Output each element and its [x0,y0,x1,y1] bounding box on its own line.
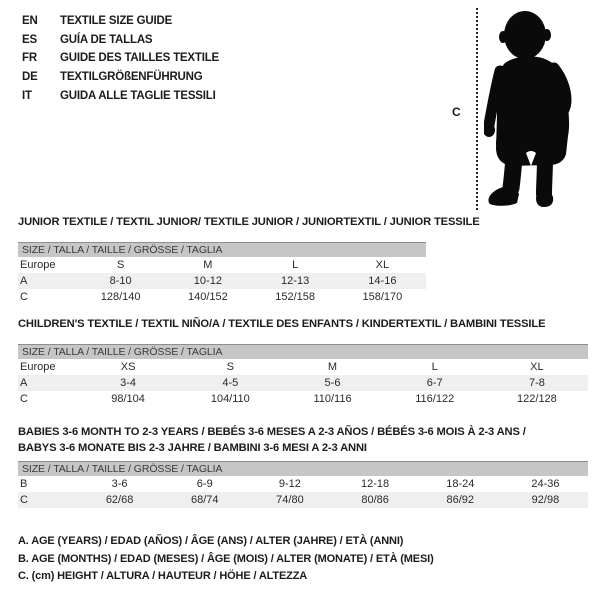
language-code: ES [22,33,37,46]
table-cell: M [203,259,213,271]
table-cell: S [116,259,125,271]
table-cell: 152/158 [275,291,315,303]
table-cell: 6-7 [426,377,443,389]
section-title-children: CHILDREN'S TEXTILE / TEXTIL NIÑO/A / TEXTILE DES ENFANTS / KINDERTEXTIL / BAMBINI TESSILE [18,318,546,330]
table-row-europe [18,359,588,375]
table-cell: 8-10 [109,275,132,287]
table-cell: 110/116 [313,393,352,405]
table-cell: 10-12 [193,275,222,287]
row-label: Europe [20,361,56,373]
language-title: TEXTILE SIZE GUIDE [60,15,173,28]
language-title: GUIDE DES TAILLES TEXTILE [60,52,219,65]
footnote-age-months: B. AGE (MONTHS) / EDAD (MESES) / ÂGE (MOIS) / ALTER (MONATE) / ETÀ (MESI) [18,552,434,565]
table-cell: 12-13 [281,275,310,287]
height-dotted-line [476,8,478,210]
table-cell: 5-6 [324,377,341,389]
table-cell: 6-9 [196,478,213,490]
height-label-c: C [452,105,461,119]
table-cell: 74/80 [276,494,304,506]
junior-size-table [18,242,426,305]
language-code: IT [22,89,32,102]
table-cell: 116/122 [415,393,455,405]
table-row-europe [18,257,426,273]
table-cell: XL [530,361,544,373]
babies-size-table [18,461,588,508]
table-row-height [18,391,588,407]
row-label: A [20,275,28,287]
table-cell: 14-16 [368,275,397,287]
table-cell: XS [120,361,136,373]
language-title: TEXTILGRÖßENFÜHRUNG [60,71,203,84]
language-row-de [22,68,219,87]
row-label: B [20,478,28,490]
row-label: C [20,393,28,405]
language-title-list [22,12,219,105]
table-cell: 24-36 [531,478,560,490]
section-title-babies-line1: BABIES 3-6 MONTH TO 2-3 YEARS / BEBÉS 3-6 MESES A 2-3 AÑOS / BÉBÉS 3-6 MOIS À 2-3 ANS / [18,426,526,438]
table-cell: M [327,361,338,373]
table-cell: 4-5 [222,377,239,389]
row-label: Europe [20,259,56,271]
language-code: DE [22,71,38,84]
language-row-en [22,12,219,31]
language-title: GUIDA ALLE TAGLIE TESSILI [60,89,216,102]
table-cell: 62/68 [105,494,134,506]
table-cell: 140/152 [187,291,228,303]
size-header-bar: SIZE / TALLA / TAILLE / GRÖSSE / TAGLIA [18,461,588,476]
table-cell: L [292,259,299,271]
table-cell: 158/170 [362,291,403,303]
section-title-babies-line2: BABYS 3-6 MONATE BIS 2-3 JAHRE / BAMBINI 3-6 MESI A 2-3 ANNI [18,442,367,454]
language-title: GUÍA DE TALLAS [60,33,153,46]
size-header-bar: SIZE / TALLA / TAILLE / GRÖSSE / TAGLIA [18,344,588,359]
row-label: A [20,377,28,389]
language-row-it [22,86,219,105]
table-cell: 98/104 [111,393,145,405]
table-cell: L [431,361,438,373]
table-row-height [18,492,588,508]
footnote-legend [18,533,434,586]
language-code: EN [22,15,38,28]
table-row-months [18,476,588,492]
language-code: FR [22,52,37,65]
table-cell: 3-4 [120,377,137,389]
table-cell: 92/98 [531,494,560,506]
table-cell: 12-18 [361,478,390,490]
row-label: C [20,494,28,506]
language-row-es [22,31,219,50]
language-row-fr [22,49,219,68]
size-header-bar: SIZE / TALLA / TAILLE / GRÖSSE / TAGLIA [18,242,426,257]
footnote-height: C. (cm) HEIGHT / ALTURA / HAUTEUR / HÖHE / ALTEZZA [18,570,308,582]
table-row-age [18,375,588,391]
table-cell: 80/86 [361,494,389,506]
table-cell: S [226,361,234,373]
table-cell: 122/128 [517,393,557,405]
table-cell: 9-12 [278,478,301,490]
table-cell: 68/74 [190,494,219,506]
section-title-babies [18,424,526,456]
table-cell: 3-6 [111,478,128,490]
section-title-junior: JUNIOR TEXTILE / TEXTIL JUNIOR/ TEXTILE JUNIOR / JUNIORTEXTIL / JUNIOR TESSILE [18,216,480,228]
table-cell: XL [375,259,390,271]
baby-silhouette-icon [484,8,592,210]
table-cell: 18-24 [446,478,475,490]
row-label: C [20,291,28,303]
table-cell: 104/110 [210,393,250,405]
table-cell: 7-8 [528,377,545,389]
children-size-table [18,344,588,407]
footnote-age-years: A. AGE (YEARS) / EDAD (AÑOS) / ÂGE (ANS) / ALTER (JAHRE) / ETÀ (ANNI) [18,535,404,547]
table-row-height [18,289,426,305]
table-row-age [18,273,426,289]
table-cell: 86/92 [446,494,475,506]
table-cell: 128/140 [100,291,141,303]
